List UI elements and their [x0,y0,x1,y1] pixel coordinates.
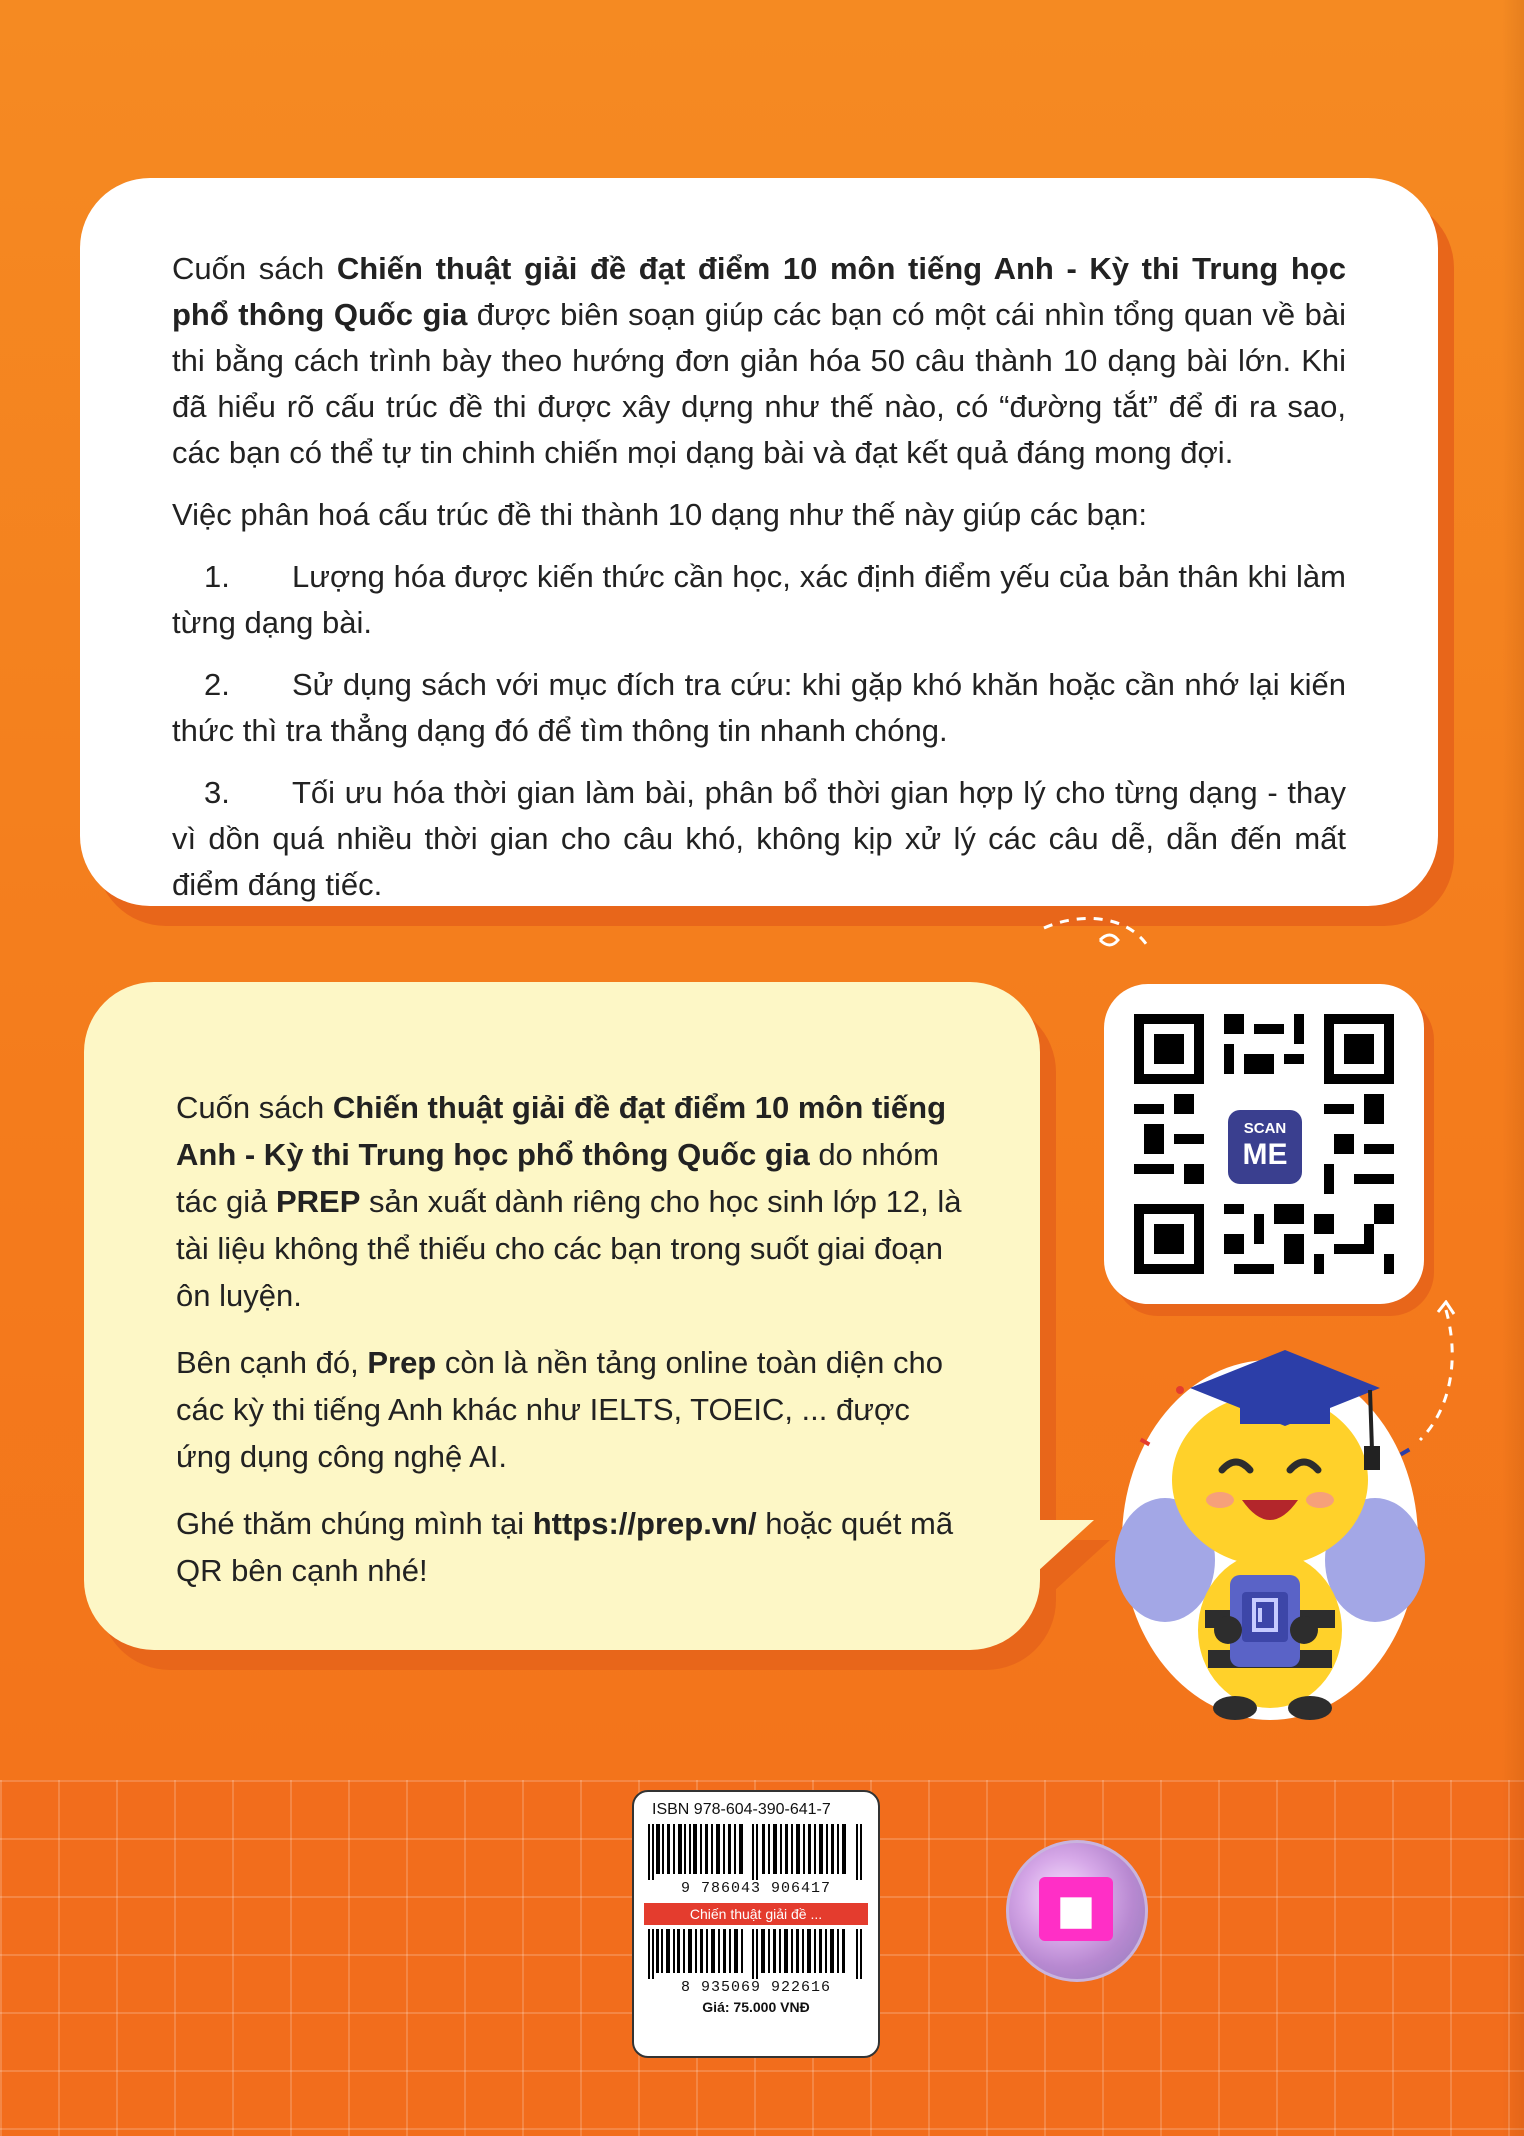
isbn-barcode-icon [646,1824,866,1880]
benefit-item-1: 1. Lượng hóa được kiến thức cần học, xác định điểm yếu của bản thân khi làm từng dạng bài. [172,559,1346,640]
scan-me-badge: SCAN ME [1228,1110,1302,1184]
benefit-item-3: 3. Tối ưu hóa thời gian làm bài, phân bổ thời gian hợp lý cho từng dạng - thay vì dồn quá nhiều thời gian cho câu khó, không kịp xử lý các câu dễ, dẫn đến mất điểm đáng tiếc. [172,775,1346,902]
spine-edge [1502,0,1524,2136]
description-card [80,178,1438,906]
price-label: Giá: 75.000 VNĐ [702,1999,810,2015]
hologram-logo: ◼ [1039,1877,1113,1941]
hologram-stamp-icon [1006,1840,1148,1982]
bubble-paragraph-3: Ghé thăm chúng mình tại https://prep.vn/ hoặc quét mã QR bên cạnh nhé! [176,1506,954,1588]
title-strip: Chiến thuật giải đề ... [644,1903,868,1925]
bubble-tail [1004,1520,1094,1602]
bubble-paragraph-1: Cuốn sách Chiến thuật giải đề đạt điểm 10 môn tiếng Anh - Kỳ thi Trung học phổ thông Quốc gia do nhóm tác giả PREP sản xuất dành riêng cho học sinh lớp 12, là tài liệu không thể thiếu cho các bạn trong suốt giai đoạn ôn luyện. [176,1090,962,1313]
dashed-arrow-decoration [1040,910,1180,970]
bee-mascot-icon [1110,1330,1440,1750]
benefits-lead: Việc phân hoá cấu trúc đề thi thành 10 dạng như thế này giúp các bạn: [172,497,1148,532]
qr-code-card[interactable] [1104,984,1424,1304]
intro-paragraph: Cuốn sách Chiến thuật giải đề đạt điểm 10 môn tiếng Anh - Kỳ thi Trung học phổ thông Quốc gia được biên soạn giúp các bạn có một cái nhìn tổng quan về bài thi bằng cách trình bày theo hướng đơn giản hóa 50 câu thành 10 dạng bài lớn. Khi đã hiểu rõ cấu trúc đề thi được xây dựng như thế nào, có “đường tắt” để đi ra sao, các bạn có thể tự tin chinh chiến mọi dạng bài và đạt kết quả đáng mong đợi. [172,251,1347,470]
benefit-item-2: 2. Sử dụng sách với mục đích tra cứu: khi gặp khó khăn hoặc cần nhớ lại kiến thức thì tra thẳng dạng đó để tìm thông tin nhanh chóng. [172,667,1346,748]
isbn-text: ISBN 978-604-390-641-7 [652,1801,831,1818]
prep-info-bubble [84,982,1040,1650]
ean-digits: 8 935069 922616 [680,1979,832,1996]
isbn-digits: 9 786043 906417 [680,1880,832,1897]
book-title: Chiến thuật giải đề đạt điểm 10 môn tiếng Anh - Kỳ thi Trung học phổ thông Quốc gia [172,251,1346,332]
bubble-paragraph-2: Bên cạnh đó, Prep còn là nền tảng online toàn diện cho các kỳ thi tiếng Anh khác như IELTS, TOEIC, ... được ứng dụng công nghệ AI. [176,1345,943,1474]
ean-barcode-icon [646,1929,866,1979]
prep-url: https://prep.vn/ [532,1506,757,1541]
barcode-label [632,1790,880,2058]
